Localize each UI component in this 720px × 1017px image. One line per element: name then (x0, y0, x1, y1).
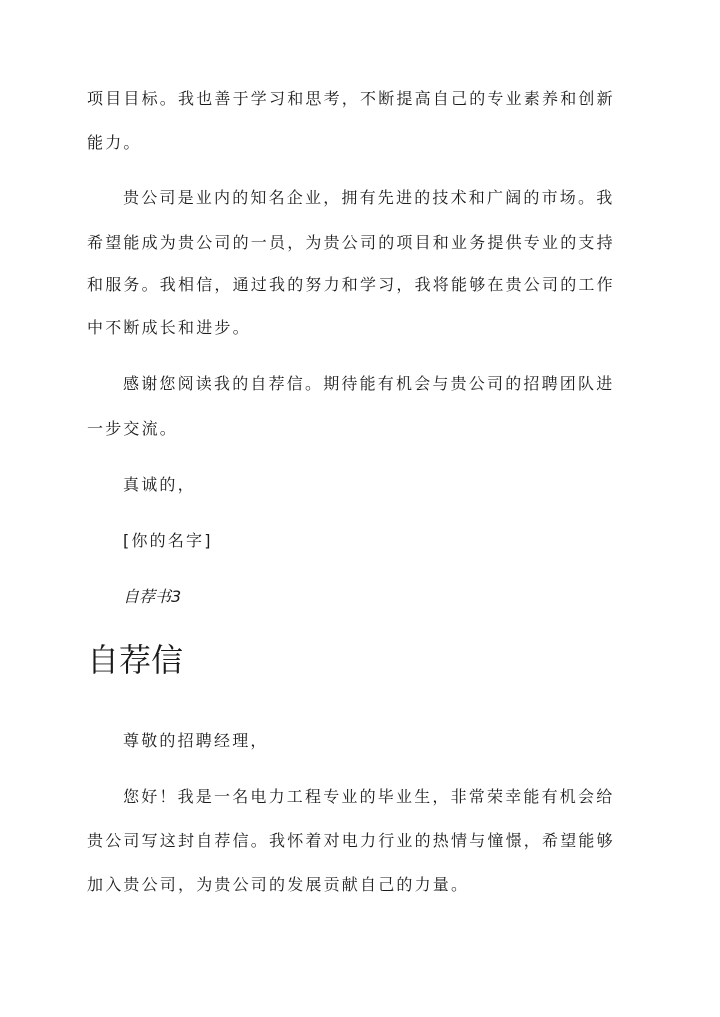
paragraph-line: 和服务。我相信，通过我的努力和学习，我将能够在贵公司的工作 (87, 275, 615, 294)
paragraph-line: 感谢您阅读我的自荐信。期待能有机会与贵公司的招聘团队进 (123, 374, 615, 393)
paragraph-line: 贵公司写这封自荐信。我怀着对电力行业的热情与憧憬，希望能够 (87, 831, 615, 850)
salutation: 尊敬的招聘经理， (123, 731, 269, 750)
paragraph-line: 希望能成为贵公司的一员，为贵公司的项目和业务提供专业的支持 (87, 233, 615, 252)
paragraph-line: 一步交流。 (87, 419, 179, 438)
letter-heading: 自荐信 (87, 641, 184, 679)
signature-placeholder: [你的名字] (123, 531, 213, 550)
paragraph-line: 您好！我是一名电力工程专业的毕业生，非常荣幸能有机会给 (123, 787, 615, 806)
paragraph-line: 加入贵公司，为贵公司的发展贡献自己的力量。 (87, 875, 470, 894)
section-label: 自荐书3 (123, 587, 182, 606)
paragraph-line: 贵公司是业内的知名企业，拥有先进的技术和广阔的市场。我 (123, 188, 615, 207)
paragraph-line: 能力。 (87, 133, 142, 152)
paragraph-line: 项目目标。我也善于学习和思考，不断提高自己的专业素养和创新 (87, 89, 615, 108)
paragraph-line: 中不断成长和进步。 (87, 318, 251, 337)
closing-text: 真诚的， (123, 475, 196, 494)
